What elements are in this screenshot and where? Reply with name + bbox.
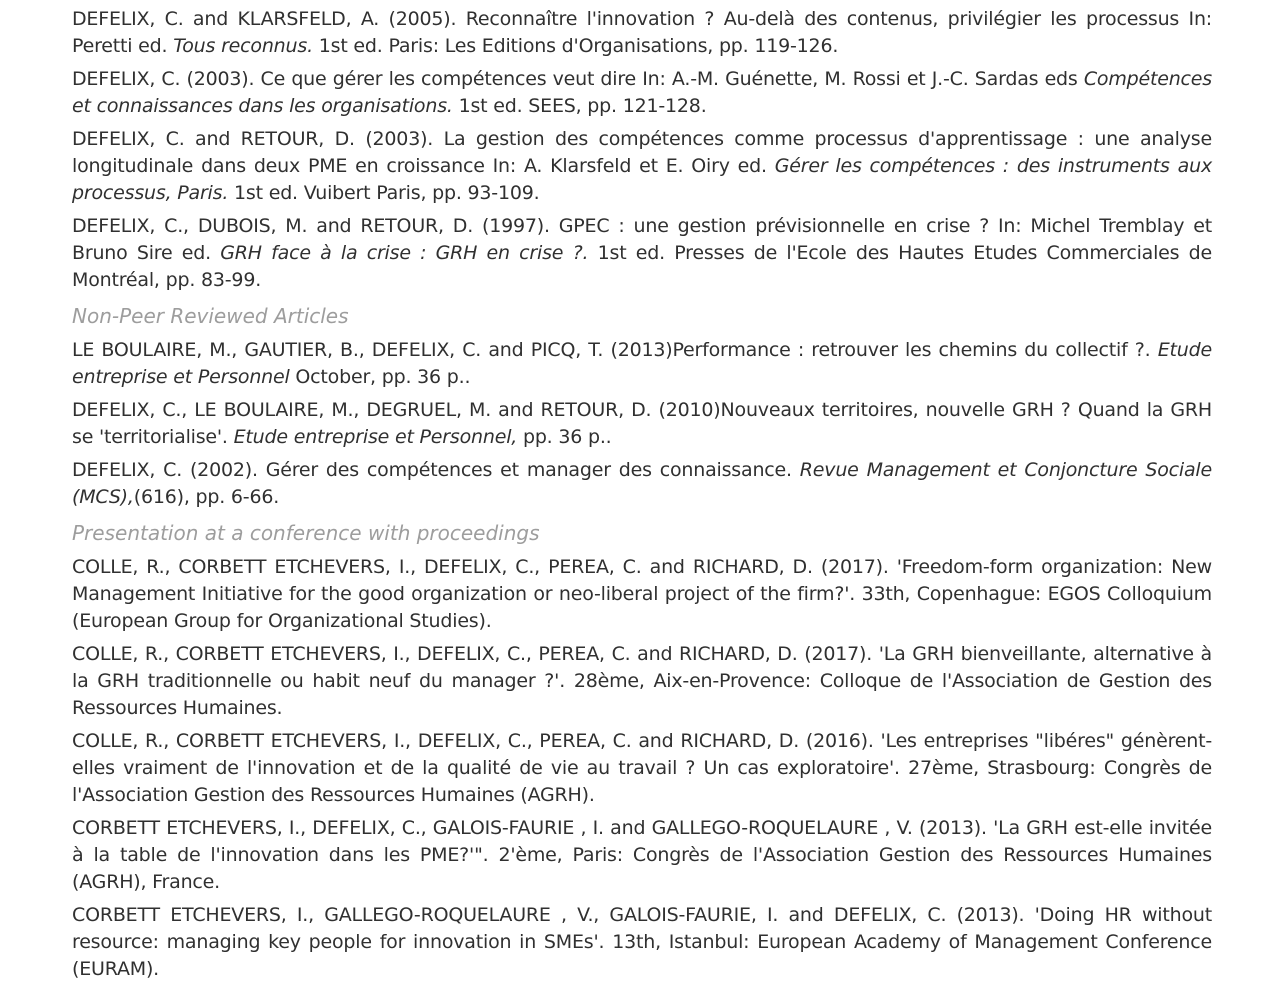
reference-text: October, pp. 36 p.. <box>289 366 471 388</box>
reference-title-italic: Etude entreprise et Personnel, <box>233 426 518 448</box>
reference-entry <box>72 66 1212 120</box>
document-body <box>72 6 1212 983</box>
reference-text: COLLE, R., CORBETT ETCHEVERS, I., DEFELIX, C., PEREA, C. and RICHARD, D. (2017). 'La GRH bienveillante, alternative à la GRH traditionnelle ou habit neuf du manager ?'. 28ème, Aix-en-Provence: Colloque de l'Association de Gestion des Ressources Humaines. <box>72 643 1212 719</box>
reference-entry <box>72 337 1212 391</box>
reference-text: DEFELIX, C. and KLARSFELD, A. (2005). Reconnaître l'innovation ? Au-delà des contenus, privilégier les processus In: Peretti ed. <box>72 8 1212 57</box>
reference-title-italic: Tous reconnus. <box>173 35 313 57</box>
reference-text: 1st ed. SEES, pp. 121-128. <box>452 95 707 117</box>
reference-text: CORBETT ETCHEVERS, I., GALLEGO-ROQUELAURE , V., GALOIS-FAURIE, I. and DEFELIX, C. (2013). 'Doing HR without resource: managing key people for innovation in SMEs'. 13th, Istanbul: European Academy of Management Conference (EURAM). <box>72 904 1212 980</box>
reference-text: pp. 36 p.. <box>517 426 612 448</box>
reference-text: DEFELIX, C., DUBOIS, M. and RETOUR, D. (1997). GPEC : une gestion prévisionnelle en crise ? In: Michel Tremblay et Bruno Sire ed. <box>72 215 1212 264</box>
reference-entry <box>72 457 1212 511</box>
reference-title-italic: Gérer les compétences : des instruments aux processus, Paris. <box>72 155 1212 204</box>
reference-text: DEFELIX, C. (2003). Ce que gérer les compétences veut dire In: A.-M. Guénette, M. Rossi et J.-C. Sardas eds <box>72 68 1084 90</box>
reference-title-italic: Revue Management et Conjoncture Sociale (MCS), <box>72 459 1212 508</box>
reference-text: COLLE, R., CORBETT ETCHEVERS, I., DEFELIX, C., PEREA, C. and RICHARD, D. (2017). 'Freedom-form organization: New Management Initiative for the good organization or neo-liberal project of the firm?'. 33th, Copenhague: EGOS Colloquium (European Group for Organizational Studies). <box>72 556 1212 632</box>
reference-entry <box>72 213 1212 294</box>
reference-text: DEFELIX, C., LE BOULAIRE, M., DEGRUEL, M. and RETOUR, D. (2010)Nouveaux territoires, nouvelle GRH ? Quand la GRH se 'territorialise'. <box>72 399 1212 448</box>
reference-text: DEFELIX, C. (2002). Gérer des compétences et manager des connaissance. <box>72 459 800 481</box>
reference-title-italic: GRH face à la crise : GRH en crise ?. <box>220 242 589 264</box>
reference-text: 1st ed. Presses de l'Ecole des Hautes Etudes Commerciales de Montréal, pp. 83-99. <box>72 242 1213 291</box>
reference-text: DEFELIX, C. and RETOUR, D. (2003). La gestion des compétences comme processus d'apprentissage : une analyse longitudinale dans deux PME en croissance In: A. Klarsfeld et E. Oiry ed. <box>72 128 1212 177</box>
reference-text: COLLE, R., CORBETT ETCHEVERS, I., DEFELIX, C., PEREA, C. and RICHARD, D. (2016). 'Les entreprises "libéres" génèrent-elles vraiment de l'innovation et de la qualité de vie au travail ? Un cas exploratoire'. 27ème, Strasbourg: Congrès de l'Association Gestion des Ressources Humaines (AGRH). <box>72 730 1212 806</box>
reference-entry <box>72 728 1212 809</box>
reference-text: LE BOULAIRE, M., GAUTIER, B., DEFELIX, C. and PICQ, T. (2013)Performance : retrouver les chemins du collectif ?. <box>72 339 1158 361</box>
reference-title-italic: Compétences et connaissances dans les organisations. <box>72 68 1212 117</box>
reference-entry <box>72 6 1212 60</box>
section-heading: Non-Peer Reviewed Articles <box>72 304 349 328</box>
reference-text: CORBETT ETCHEVERS, I., DEFELIX, C., GALOIS-FAURIE , I. and GALLEGO-ROQUELAURE , V. (2013). 'La GRH est-elle invitée à la table de l'innovation dans les PME?'". 2'ème, Paris: Congrès de l'Association Gestion des Ressources Humaines (AGRH), France. <box>72 817 1212 893</box>
reference-entry <box>72 126 1212 207</box>
reference-entry <box>72 554 1212 635</box>
reference-title-italic: Etude entreprise et Personnel <box>72 339 1212 388</box>
reference-entry <box>72 815 1212 896</box>
reference-text: 1st ed. Vuibert Paris, pp. 93-109. <box>228 182 540 204</box>
reference-entry <box>72 641 1212 722</box>
section-heading: Presentation at a conference with proceedings <box>72 521 540 545</box>
reference-entry <box>72 902 1212 983</box>
reference-text: 1st ed. Paris: Les Editions d'Organisations, pp. 119-126. <box>312 35 839 57</box>
reference-entry <box>72 397 1212 451</box>
reference-text: (616), pp. 6-66. <box>133 486 280 508</box>
